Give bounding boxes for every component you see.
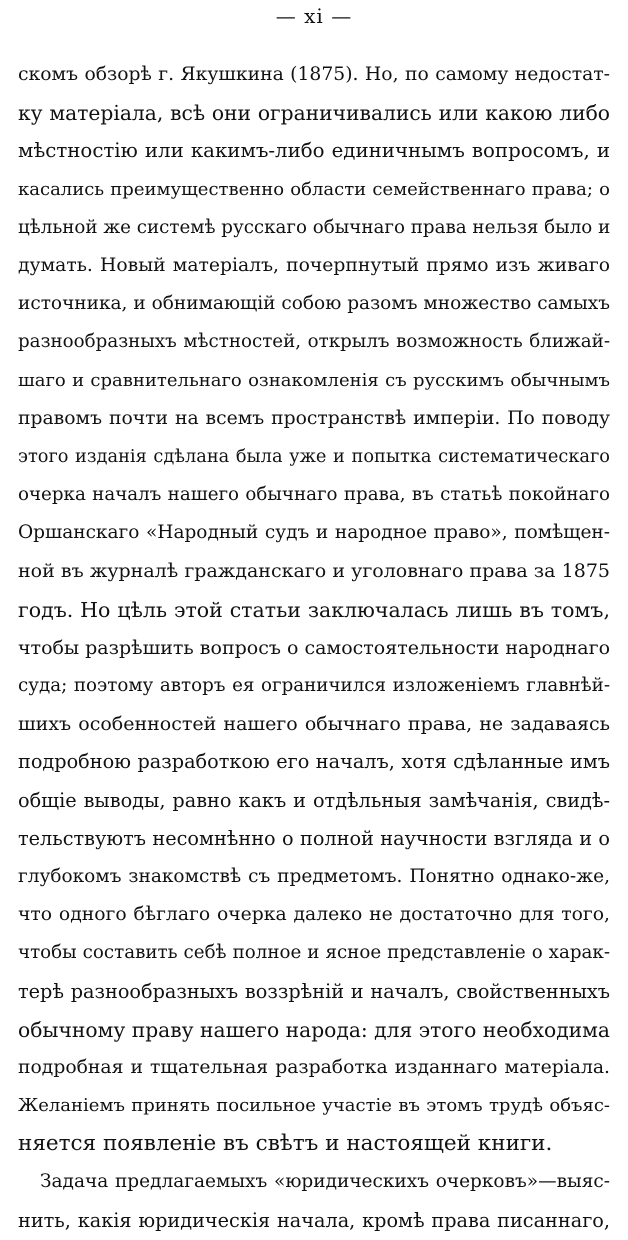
text-line: Желаніемъ принять посильное участіе въ этомъ трудѣ объяс-: [18, 1095, 610, 1117]
text-line: разнообразныхъ мѣстностей, открылъ возможность ближай-: [18, 331, 610, 353]
text-line: источника, и обнимающій собою разомъ множество самыхъ: [18, 293, 610, 315]
text-line: что одного бѣглаго очерка далеко не достаточно для того,: [18, 904, 610, 926]
text-line: обычному праву нашего народа: для этого необходима: [18, 1017, 610, 1042]
text-line: суда; поэтому авторъ ея ограничился изложеніемъ главнѣй-: [18, 675, 610, 696]
text-line: чтобы разрѣшить вопросъ о самостоятельности народнаго: [18, 636, 610, 659]
paragraph-end-line: няется появленіе въ свѣтъ и настоящей книги.: [18, 1131, 553, 1157]
page-number: — xi —: [275, 4, 353, 28]
text-line: тельствуютъ несомнѣнно о полной научности взгляда и о: [18, 826, 610, 850]
text-line: скомъ обзорѣ г. Якушкина (1875). Но, по самому недостат-: [18, 64, 610, 85]
text-line: этого изданія сдѣлана была уже и попытка систематическаго: [18, 446, 610, 467]
text-line: глубокомъ знакомствѣ съ предметомъ. Понятно однако-же,: [18, 865, 610, 887]
text-line: терѣ разнообразныхъ воззрѣній и началъ, свойственныхъ: [18, 979, 610, 1003]
text-line: общіе выводы, равно какъ и отдѣльныя замѣчанія, свидѣ-: [18, 788, 610, 812]
body-text: [18, 56, 610, 1240]
text-line: шихъ особенностей нашего обычнаго права, не задаваясь: [18, 713, 610, 736]
text-line: шаго и сравнительнаго ознакомленія съ русскимъ обычнымъ: [18, 369, 610, 391]
text-line: касались преимущественно области семейственнаго права; о: [18, 178, 610, 200]
text-line: очерка началъ нашего обычнаго права, въ статьѣ покойнаго: [18, 484, 610, 506]
text-line: ку матеріала, всѣ они ограничивались или какою либо: [18, 101, 610, 126]
text-line: чтобы составить себѣ полное и ясное представленіе о харак-: [18, 942, 610, 964]
text-line: нить, какія юридическія начала, кромѣ права писаннаго,: [18, 1208, 610, 1232]
text-line: мѣстностію или какимъ-либо единичнымъ вопросомъ, и: [18, 139, 610, 163]
text-line: правомъ почти на всемъ пространствѣ имперіи. По поводу: [18, 407, 610, 429]
paragraph-start-line: Задача предлагаемыхъ «юридическихъ очерковъ»—выяс-: [40, 1171, 610, 1193]
text-line: подробная и тщательная разработка изданнаго матеріала.: [18, 1056, 610, 1078]
text-line: Оршанскаго «Народный судъ и народное право», помѣщен-: [18, 522, 610, 544]
text-line: цѣльной же системѣ русскаго обычнаго права нельзя было и: [18, 216, 610, 238]
text-line: ной въ журналѣ гражданскаго и уголовнаго права за 1875: [18, 560, 610, 583]
text-line: годъ. Но цѣль этой статьи заключалась лишь въ томъ,: [18, 597, 610, 622]
text-line: думать. Новый матеріалъ, почерпнутый прямо изъ живаго: [18, 254, 610, 276]
text-line: подробною разработкою его началъ, хотя сдѣланные имъ: [18, 750, 610, 774]
